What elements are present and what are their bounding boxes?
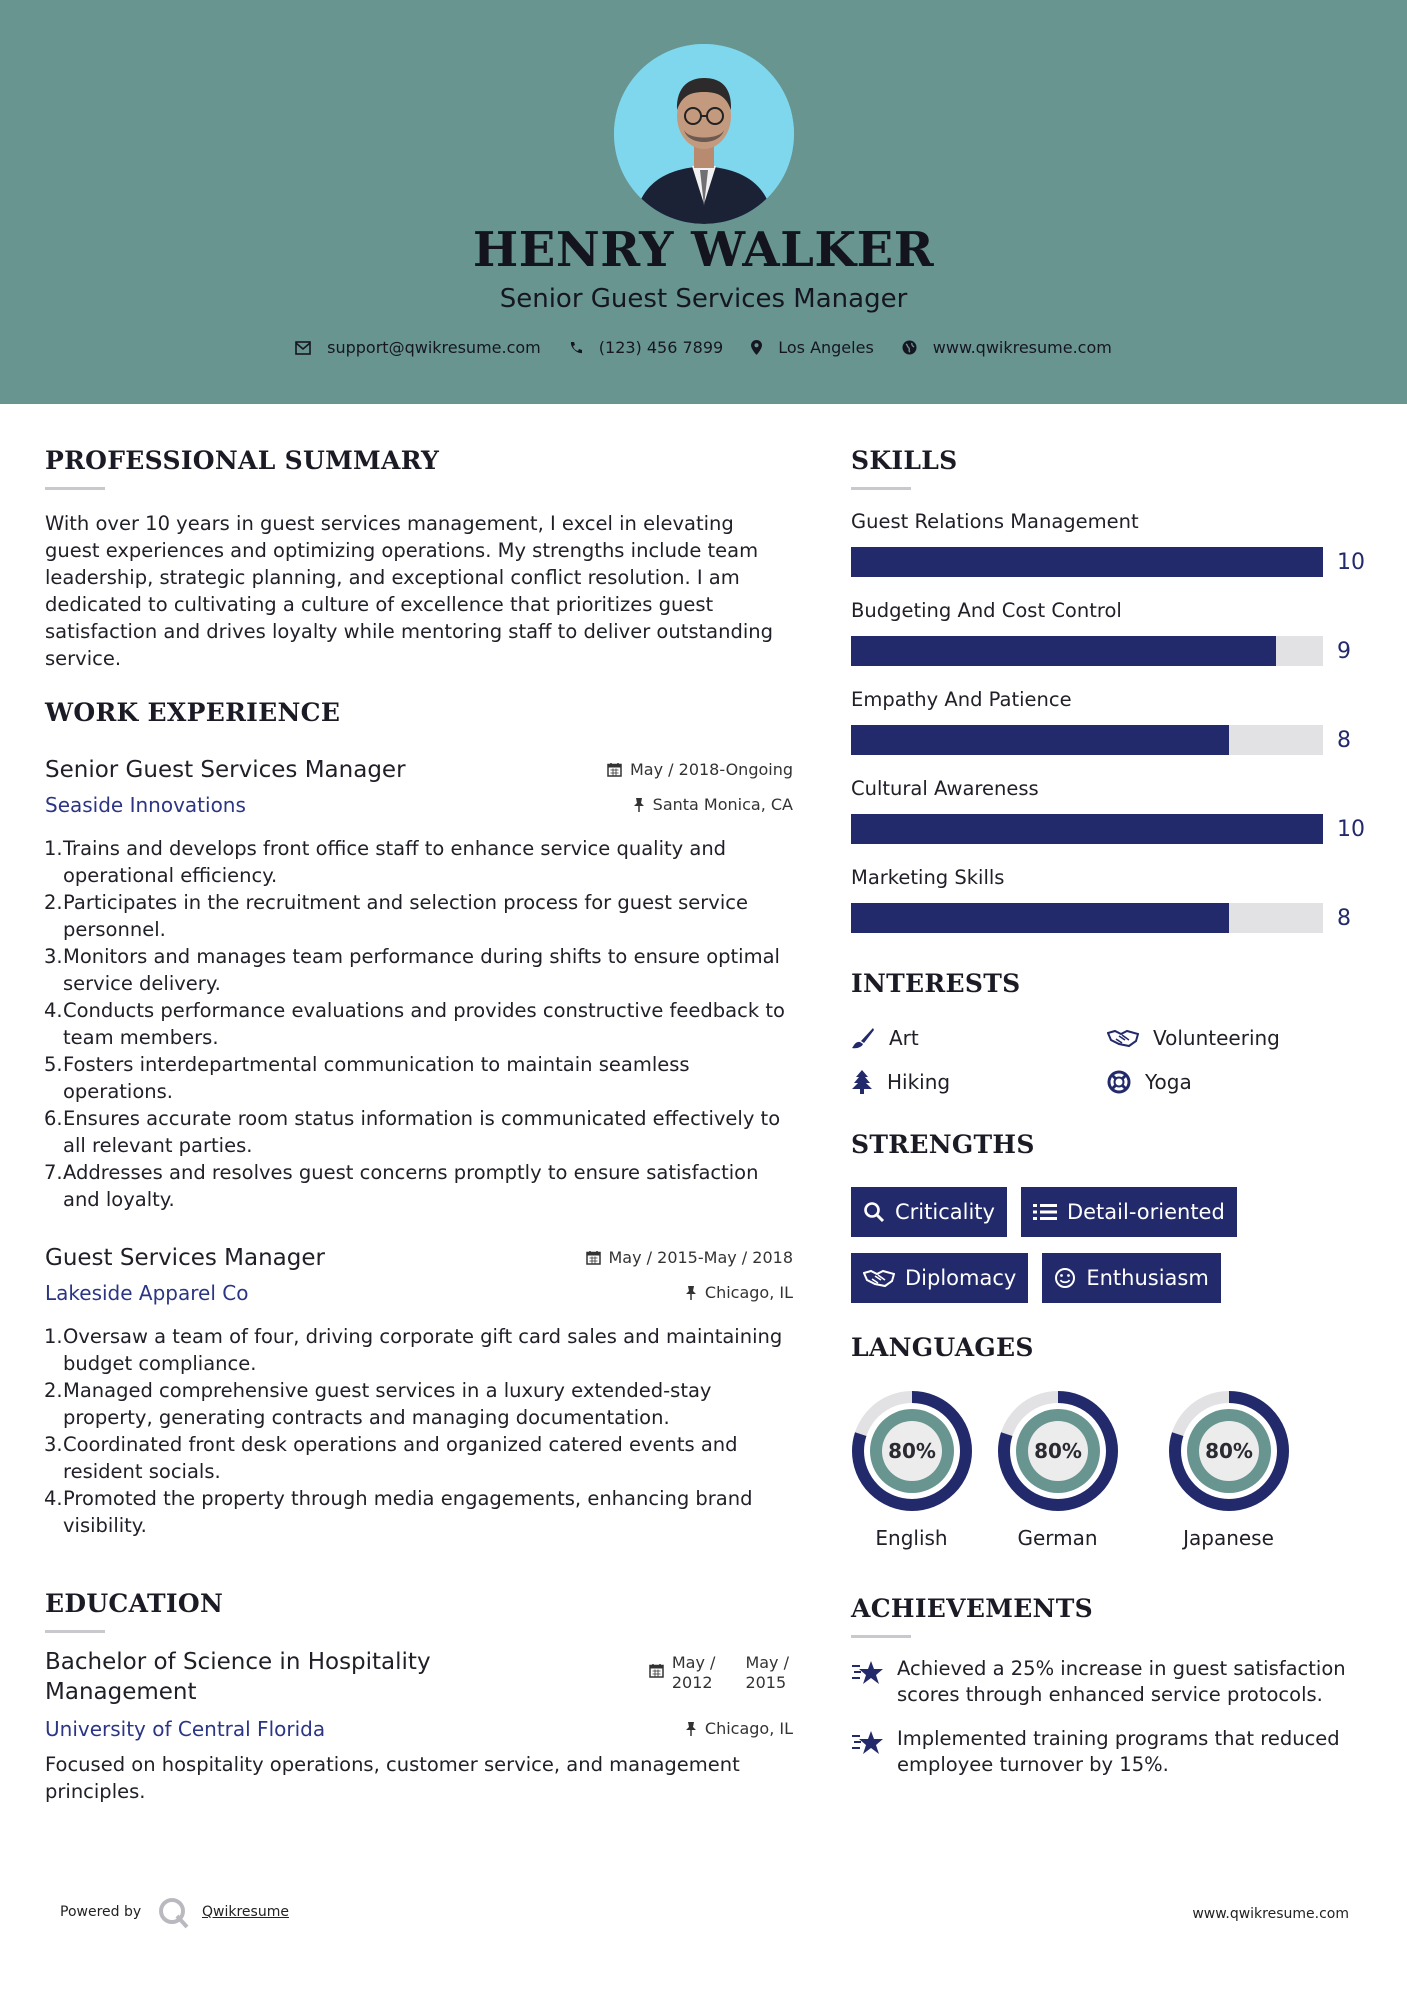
globe-icon xyxy=(902,340,917,355)
location-text: Los Angeles xyxy=(778,338,874,357)
duty-list xyxy=(45,1323,793,1539)
list-icon xyxy=(1033,1202,1057,1222)
date-end-line: 2015 xyxy=(745,1673,787,1692)
calendar-icon xyxy=(586,1250,601,1265)
pushpin-icon xyxy=(633,797,645,812)
language-percent: 80% xyxy=(887,1439,936,1463)
job-location xyxy=(685,1283,793,1302)
strength-chip-detail-oriented xyxy=(1021,1187,1237,1237)
interest-yoga xyxy=(1107,1070,1363,1094)
language-percent: 80% xyxy=(1033,1439,1082,1463)
strength-label: Diplomacy xyxy=(905,1266,1017,1290)
heading-divider xyxy=(45,487,105,490)
email-text: support@qwikresume.com xyxy=(327,338,541,357)
strength-label: Criticality xyxy=(895,1200,995,1224)
calendar-icon xyxy=(607,762,622,777)
skill-level: 8 xyxy=(1337,905,1351,931)
education-heading: EDUCATION xyxy=(45,1589,224,1618)
date-start xyxy=(672,1653,716,1693)
language-name: English xyxy=(875,1526,948,1550)
interest-hiking xyxy=(851,1070,1107,1094)
phone-icon xyxy=(569,341,583,355)
achievements-heading: ACHIEVEMENTS xyxy=(851,1594,1093,1623)
website-text: www.qwikresume.com xyxy=(932,338,1112,357)
footer-url[interactable]: www.qwikresume.com xyxy=(1192,1906,1349,1922)
skill-item xyxy=(851,866,1371,933)
list-item: Fosters interdepartmental communication to maintain seamless operations. xyxy=(63,1053,690,1103)
resume-header xyxy=(0,0,1407,404)
languages-list xyxy=(851,1390,1371,1550)
smile-icon xyxy=(1054,1267,1076,1289)
strength-chip-enthusiasm xyxy=(1042,1253,1220,1303)
skill-bar-track xyxy=(851,903,1323,933)
summary-heading: PROFESSIONAL SUMMARY xyxy=(45,446,440,475)
heading-divider xyxy=(851,487,911,490)
interest-art xyxy=(851,1026,1107,1050)
job-dates xyxy=(586,1248,794,1267)
job-dates xyxy=(607,760,793,779)
list-item: Trains and develops front office staff to enhance service quality and operational efficiency. xyxy=(63,837,727,887)
list-item: Addresses and resolves guest concerns promptly to ensure satisfaction and loyalty. xyxy=(63,1161,759,1211)
skill-bar-row xyxy=(851,903,1371,933)
list-item: Coordinated front desk operations and organized catered events and resident socials. xyxy=(63,1433,738,1483)
strength-label: Enthusiasm xyxy=(1086,1266,1209,1290)
heading-divider xyxy=(45,1630,105,1633)
education-description: Focused on hospitality operations, customer service, and management principles. xyxy=(45,1753,740,1803)
skill-level: 9 xyxy=(1337,638,1351,664)
languages-section xyxy=(851,1333,1371,1550)
list-item: Monitors and manages team performance during shifts to ensure optimal service delivery. xyxy=(63,945,780,995)
language-ring xyxy=(1168,1390,1290,1512)
skill-bar-fill xyxy=(851,903,1229,933)
education-dates xyxy=(649,1653,789,1707)
skills-list xyxy=(851,510,1371,933)
skill-bar-track xyxy=(851,636,1323,666)
skill-item xyxy=(851,510,1371,577)
language-item xyxy=(851,1390,972,1550)
job-title: Senior Guest Services Manager xyxy=(45,757,406,783)
interests-grid xyxy=(851,1026,1371,1094)
contact-bar xyxy=(0,338,1407,357)
skill-name: Marketing Skills xyxy=(851,866,1005,889)
person-photo-icon xyxy=(614,44,794,224)
skill-bar-row xyxy=(851,814,1371,844)
language-ring xyxy=(851,1390,973,1512)
job-dates-text: May / 2015-May / 2018 xyxy=(608,1248,793,1267)
envelope-icon xyxy=(295,341,311,355)
achievement-item xyxy=(851,1656,1371,1708)
strength-label: Detail-oriented xyxy=(1066,1200,1225,1224)
skill-bar-fill xyxy=(851,636,1276,666)
profile-photo xyxy=(614,44,794,224)
duty-list xyxy=(45,835,793,1213)
interest-label: Yoga xyxy=(1145,1070,1192,1094)
education-section xyxy=(45,1589,793,1805)
interest-label: Hiking xyxy=(887,1070,951,1094)
language-item xyxy=(972,1390,1143,1550)
map-pin-icon xyxy=(751,340,762,355)
star-icon xyxy=(851,1658,885,1686)
list-item: Promoted the property through media engagements, enhancing brand visibility. xyxy=(63,1487,753,1537)
phone-text: (123) 456 7899 xyxy=(598,338,724,357)
skills-section xyxy=(851,446,1371,933)
skill-item xyxy=(851,599,1371,666)
skill-bar-fill xyxy=(851,814,1323,844)
paintbrush-icon xyxy=(851,1027,875,1049)
left-column xyxy=(45,446,793,1805)
strengths-heading: STRENGTHS xyxy=(851,1130,1035,1159)
heading-divider xyxy=(851,1635,911,1638)
skill-item xyxy=(851,777,1371,844)
job-location-text: Santa Monica, CA xyxy=(652,795,793,814)
summary-section xyxy=(45,446,793,672)
tree-icon xyxy=(851,1070,873,1094)
achievement-item xyxy=(851,1726,1371,1778)
skill-bar-track xyxy=(851,725,1323,755)
skill-bar-row xyxy=(851,636,1371,666)
skill-name: Guest Relations Management xyxy=(851,510,1139,533)
summary-text: With over 10 years in guest services management, I excel in elevating guest experiences and optimizing operations. My strengths include team leadership, strategic planning, and exceptional conflict resolution. I am dedicated to cultivating a culture of excellence that prioritizes guest satisfaction and drives loyalty while mentoring staff to deliver outstanding service. xyxy=(45,512,773,670)
job-title: Guest Services Manager xyxy=(45,1245,325,1271)
school-location xyxy=(685,1719,793,1738)
list-item: Managed comprehensive guest services in a luxury extended-stay property, generating contracts and managing documentation. xyxy=(63,1379,712,1429)
handshake-icon xyxy=(863,1268,895,1288)
date-end xyxy=(745,1653,789,1693)
skills-heading: SKILLS xyxy=(851,446,958,475)
footer xyxy=(0,1890,1407,1940)
degree-title xyxy=(45,1647,431,1707)
skill-bar-track xyxy=(851,814,1323,844)
calendar-icon xyxy=(649,1663,664,1678)
achievement-text: Achieved a 25% increase in guest satisfaction scores through enhanced service protocols. xyxy=(897,1657,1346,1706)
interest-label: Volunteering xyxy=(1153,1026,1280,1050)
strengths-section xyxy=(851,1130,1371,1319)
contact-website[interactable] xyxy=(902,338,1112,357)
search-icon xyxy=(863,1201,885,1223)
language-percent: 80% xyxy=(1204,1439,1253,1463)
strength-chip-criticality xyxy=(851,1187,1007,1237)
skill-bar-fill xyxy=(851,725,1229,755)
pushpin-icon xyxy=(685,1721,697,1736)
skill-name: Cultural Awareness xyxy=(851,777,1039,800)
brand-link[interactable]: Qwikresume xyxy=(202,1904,289,1920)
date-start-line: 2012 xyxy=(671,1673,713,1692)
school-location-text: Chicago, IL xyxy=(704,1719,793,1738)
date-start-line: May / xyxy=(671,1653,716,1672)
interest-label: Art xyxy=(889,1026,919,1050)
candidate-title: Senior Guest Services Manager xyxy=(499,284,908,314)
list-item: Ensures accurate room status information is communicated effectively to all relevant parties. xyxy=(63,1107,781,1157)
school-name: University of Central Florida xyxy=(45,1717,326,1741)
skill-item xyxy=(851,688,1371,755)
job-entry xyxy=(45,757,793,1213)
degree-line: Bachelor of Science in Hospitality xyxy=(45,1649,431,1675)
languages-heading: LANGUAGES xyxy=(851,1333,1034,1362)
interests-section xyxy=(851,969,1371,1094)
language-item xyxy=(1143,1390,1314,1550)
strengths-chips xyxy=(851,1187,1371,1319)
lifebuoy-icon xyxy=(1107,1070,1131,1094)
contact-email[interactable] xyxy=(295,338,541,357)
star-icon xyxy=(851,1728,885,1756)
qwikresume-logo-icon xyxy=(157,1896,191,1930)
language-name: German xyxy=(1017,1526,1098,1550)
achievement-text: Implemented training programs that reduced employee turnover by 15%. xyxy=(897,1727,1340,1776)
language-name: Japanese xyxy=(1183,1526,1274,1550)
degree-line: Management xyxy=(45,1679,197,1705)
company-name: Seaside Innovations xyxy=(45,793,246,817)
right-column xyxy=(851,446,1371,1778)
pushpin-icon xyxy=(685,1285,697,1300)
company-name: Lakeside Apparel Co xyxy=(45,1281,249,1305)
job-dates-text: May / 2018-Ongoing xyxy=(630,760,793,779)
list-item: Conducts performance evaluations and provides constructive feedback to team members. xyxy=(63,999,785,1049)
date-end-line: May / xyxy=(745,1653,789,1672)
strength-chip-diplomacy xyxy=(851,1253,1028,1303)
contact-phone[interactable] xyxy=(569,338,723,357)
skill-bar-row xyxy=(851,547,1371,577)
experience-heading: WORK EXPERIENCE xyxy=(45,698,341,727)
skill-bar-track xyxy=(851,547,1323,577)
interest-volunteering xyxy=(1107,1026,1363,1050)
job-location xyxy=(633,795,793,814)
skill-level: 10 xyxy=(1337,549,1365,575)
language-ring xyxy=(997,1390,1119,1512)
interests-heading: INTERESTS xyxy=(851,969,1021,998)
skill-bar-row xyxy=(851,725,1371,755)
skill-bar-fill xyxy=(851,547,1323,577)
skill-level: 8 xyxy=(1337,727,1351,753)
achievements-section xyxy=(851,1594,1371,1778)
handshake-icon xyxy=(1107,1028,1139,1048)
skill-level: 10 xyxy=(1337,816,1365,842)
skill-name: Empathy And Patience xyxy=(851,688,1072,711)
experience-section xyxy=(45,698,793,1539)
contact-location xyxy=(751,338,874,357)
powered-by-label: Powered by xyxy=(60,1904,142,1920)
candidate-name: HENRY WALKER xyxy=(472,222,935,278)
skill-name: Budgeting And Cost Control xyxy=(851,599,1122,622)
list-item: Participates in the recruitment and selection process for guest service personnel. xyxy=(63,891,748,941)
list-item: Oversaw a team of four, driving corporate gift card sales and maintaining budget compliance. xyxy=(63,1325,783,1375)
job-location-text: Chicago, IL xyxy=(704,1283,793,1302)
job-entry xyxy=(45,1245,793,1539)
